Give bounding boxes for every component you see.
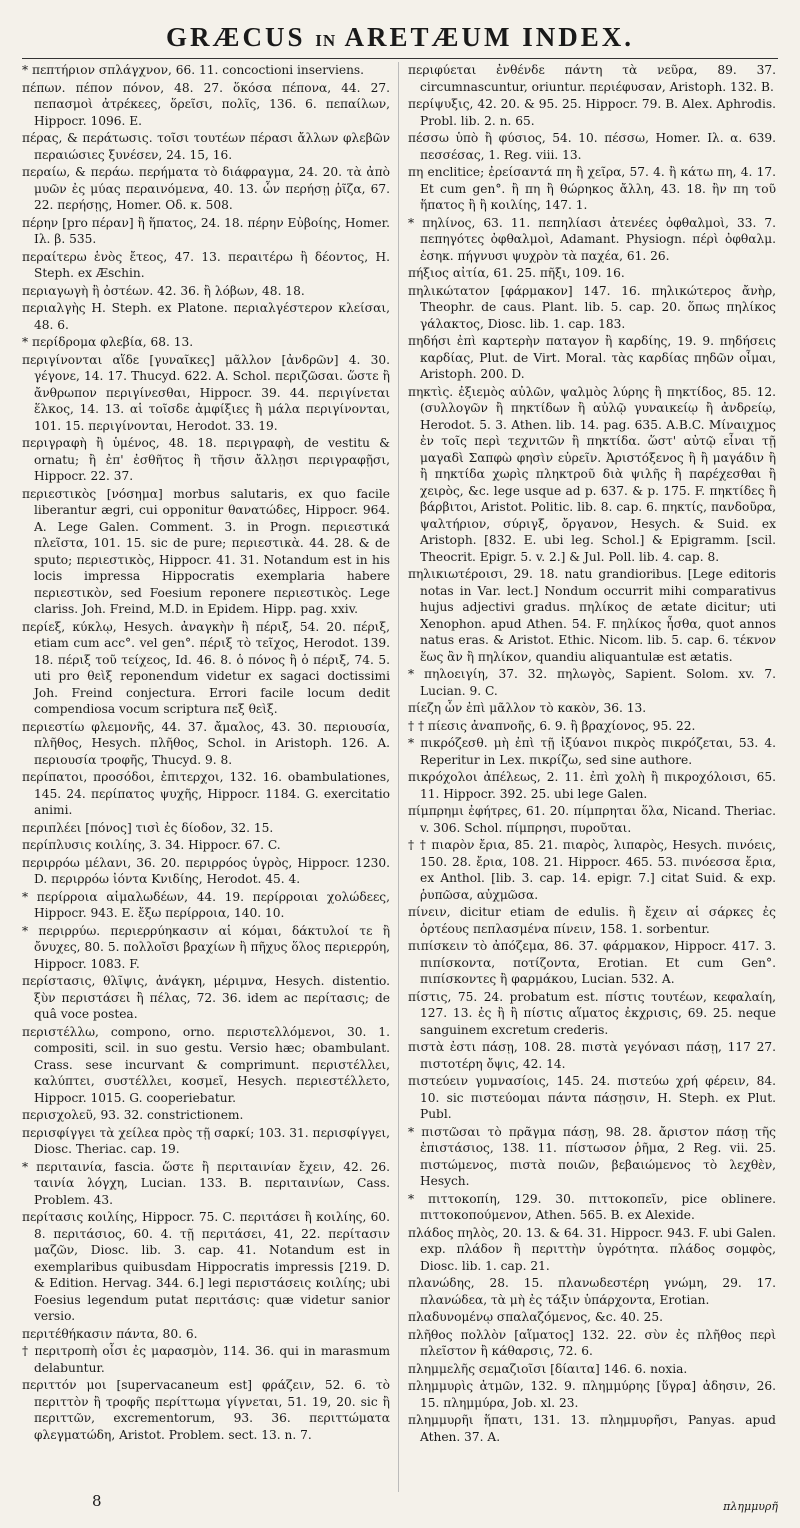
left-column — [22, 62, 390, 1492]
index-entry: πίνειν, dicitur etiam de edulis. ἢ ἔχειν αἱ σάρκες ἐς ὀρτέους πεπλασμένα πίνειν, 158. 1. sorbentur. — [408, 905, 776, 936]
title-word-4: INDEX. — [522, 22, 634, 52]
index-entry: περισφίγγει τὰ χείλεα πρὸς τῇ σαρκί; 103. 31. περισφίγγει, Diosc. Theriac. cap. 19. — [22, 1125, 390, 1156]
index-entry: * πηλοειγίη, 37. 32. πηλωγὸς, Sapient. Solom. xv. 7. Lucian. 9. C. — [408, 666, 776, 699]
index-entry: πιστὰ ἐστι πάσῃ, 108. 28. πιστὰ γεγόνασι πάσῃ, 117 27. πιστοτέρη ὄψις, 42. 14. — [408, 1040, 776, 1071]
index-entry: * περίρροια αἱμαλωδέων, 44. 19. περίρροιαι χολώδεες, Hippocr. 943. E. ἔξω περίρροια, 140. 10. — [22, 889, 390, 922]
index-entry: πιπίσκειν τὸ ἀπόζεμα, 86. 37. φάρμακον, Hippocr. 417. 3. πιπίσκοντα, ποτίζοντα, Erotian. Et cum Gen°. πιπίσκοντες ἢ φαρμάκου, Lucian. 532. A. — [408, 939, 776, 986]
index-entry: περιεστικὸς [νόσημα] morbus salutaris, ex quo facile liberantur ægri, cui opponitur θανατώδες, Hippocr. 964. A. Lege Galen. Comment. 3. in Progn. περιεστικά πλεῖστα, 101. 15. sic de pure; περιεστικὰ. 44. 28. & de sputo; περιεστικὸς, Hippocr. 41. 31. Notandum est in his locis impressa Hippocratis exemplaria habere περιεστικὸν, sed Foesium reponere περιεστικὸς. Lege clariss. Joh. Freind, M.D. in Epidem. Hipp. pag. xxiv. — [22, 486, 390, 616]
index-entry: πηλικιωτέροισι, 29. 18. natu grandioribus. [Lege editoris notas in Var. lect.] Nondum occurrit mihi comparativus hujus adjectivi gradus. πηλίκος de ætate dicitur; uti Xenophon. apud Athen. 54. F. πηλίκος ἦσθα, quot annos natus eras. & Aristot. Ethic. Nicom. lib. 5. cap. 6. τέκνον ἕως ἂν ἢ πηλίκον, quandiu aliquantulæ est ætatis. — [408, 567, 776, 664]
title-word-1: GRÆCUS — [166, 22, 306, 52]
index-entry: πίεζη ὦν ἐπὶ μᾶλλον τὸ κακὸν, 36. 13. — [408, 701, 647, 715]
index-entry: περαίτερω ἑνὸς ἔτεος, 47. 13. περαιτέρω ἢ δέοντος, H. Steph. ex Æschin. — [22, 249, 390, 280]
index-entry: * πικρόζεσθ. μὴ ἐπὶ τῇ ἰξύανοι πικρὸς πικρόζεται, 53. 4. Reperitur in Lex. πικρίζω, sed sine authore. — [408, 735, 776, 768]
index-entry: πλημμυρὶς ἀτμῶν, 132. 9. πλημμύρης [ὕγρα] ἀδησιν, 26. 15. πλημμύρα, Job. xl. 23. — [408, 1379, 776, 1410]
index-entry: πέρας, & περάτωσις. τοῖσι τουτέων πέρασι ἄλλων φλεβῶν περαιώσιες ξυνέσεν, 24. 15, 16. — [22, 131, 390, 162]
index-entry: * πηλίνος, 63. 11. πεπηλίασι ἀτενέες ὀφθαλμοὶ, 33. 7. πεπηγότες ὀφθαλμοὶ, Adamant. Physiogn. πέρὶ ὀφθαλμ. ἐσηκ. πήγνυσι ψυχρὸν τὰ παχέα, 61. 26. — [408, 215, 776, 265]
title-word-2: IN — [315, 31, 337, 50]
index-entry: περιφύεται ἐνθένδε πάντη τὰ νεῦρα, 89. 37. circumnascuntur, oriuntur. περιέφυσαν, Aristoph. 132. B. — [408, 63, 776, 94]
index-entry: † περιτροπὴ οἶσι ἐς μαρασμὸν, 114. 36. qui in marasmum delabuntur. — [22, 1343, 390, 1376]
index-entry: πηκτὶς. ἐξιεμὸς αὐλῶν, ψαλμὸς λύρης ἢ πηκτίδος, 85. 12. (συλλογῶν ἢ πηκτίδων ἢ αὐλῷ γυναικείῳ ἢ ἀνδρείῳ, Herodot. 5. 3. Athen. lib. 14. pag. 635. A.B.C. Μίναιχμος ἐν τοῖς περὶ τεχνιτῶν ἢ πηκτίδα. ὥστ' αὐτῷ εἶναι τῇ μαγαδὶ Σαπφὼ φησὶν εὑρεῖν. Ἀριστόξενος ἢ ἢ μαγάδιν ἢ ἢ πηκτίδα χωρὶς πληκτροῦ διὰ ψιλῆς ἢ παρέχεσθαι ἢ χειρὸς, &c. lege usque ad p. 637. & p. 175. F. πηκτίδες ἢ βάρβιτοι, Aristot. Politic. lib. 8. cap. 6. πηκτίς, πανδοῦρα, ψαλτήριον, σύριγξ, ὄργανον, Hesych. & Suid. ex Aristoph. [832. E. ubi leg. Schol.] & Epigramm. [scil. Theocrit. Epigr. 5. v. 2.] & Jul. Poll. lib. 4. cap. 8. — [408, 384, 776, 564]
index-entry: * περιρρύω. περιερρύηκασιν αἱ κόμαι, δάκτυλοί τε ἢ ὄνυχες, 80. 5. πολλοῖσι βραχίων ἢ πῆχυς ὅλος περιερρύη, Hippocr. 1083. F. — [22, 923, 390, 973]
index-entry: * πεπτήριον σπλάγχνον, 66. 11. concoctioni inserviens. — [22, 62, 390, 79]
index-entry: πη enclitice; ἐρείσαντά πη ἢ χεῖρα, 57. 4. ἢ κάτω πη, 4. 17. Et cum gen°. ἢ πη ἢ θώρηκος ἄλλη, 43. 18. ἢν πη τοῦ ἥπατος ἢ ἢ κοιλίης, 147. 1. — [408, 165, 776, 212]
index-entry: περιγίνονται αἵδε [γυναῖκες] μᾶλλον [ἀνδρῶν] 4. 30. γέγονε, 14. 17. Thucyd. 622. A. Schol. περιζῶσαι. ὥστε ἢ ἄνθρωπον περιγίνεσθαι, Hippocr. 39. 44. περιγίνεται ἕλκος, 14. 13. αἱ τοῖσδε ἀμφίξιες ἢ μάλα περιγίνονται, 101. 15. περιγίνονται, Herodot. 33. 19. — [22, 352, 390, 433]
index-entry: πλανώδης, 28. 15. πλανωδεστέρη γνώμη, 29. 17. πλανώδεα, τὰ μὴ ἐς τάξιν ὑπάρχοντα, Erotian. — [408, 1276, 776, 1307]
index-entry: περιτέθήκασιν πάντα, 80. 6. — [22, 1326, 198, 1341]
index-entry: περιαγωγὴ ἢ ὀστέων. 42. 36. ἢ λόβων, 48. 18. — [22, 283, 305, 298]
column-divider — [398, 62, 399, 1492]
index-entry: πέρην [pro πέραν] ἢ ἥπατος, 24. 18. πέρην Εὐβοίης, Homer. Ιλ. β. 535. — [22, 215, 390, 246]
page-title — [0, 22, 800, 53]
index-entry: περίψυξις, 42. 20. & 95. 25. Hippocr. 79. B. Alex. Aphrodis. Probl. lib. 2. n. 65. — [408, 97, 776, 128]
index-entry: πλημμυρῆι ἥπατι, 131. 13. πλημμυρῆσι, Panyas. apud Athen. 37. A. — [408, 1413, 776, 1444]
index-entry: πηλικώτατον [φάρμακον] 147. 16. πηλικώτερος ἄνὴρ, Theophr. de caus. Plant. lib. 5. cap. 20. ὅπως πηλίκος γάλακτος, Diosc. lib. 1. cap. 183. — [408, 283, 776, 331]
title-rule — [22, 58, 778, 59]
index-entry: περίτασις κοιλίης, Hippocr. 75. C. περιτάσει ἢ κοιλίης, 60. 8. περιτάσιος, 60. 4. τῇ περιτάσει, 41, 22. περίτασιν μαζῶν, Diosc. lib. 3. cap. 41. Notandum est in exemplaribus quibusdam Hippocratis impressis [219. D. & Edition. Hervag. 344. 6.] legi περιστάσεις κοιλίης; ubi Foesius legendum putat περιτάσις: quæ videtur sanior versio. — [22, 1210, 390, 1323]
index-entry: περιεστίω φλεμονῆς, 44. 37. ἄμαλος, 43. 30. περιουσία, πλῆθος, Hesych. πλῆθος, Schol. in Aristoph. 126. A. περιουσία τροφῆς, Thucyd. 9. 8. — [22, 719, 390, 767]
index-entry: † † πιαρὸν ἔρια, 85. 21. πιαρὸς, λιπαρὸς, Hesych. πινόεις, 150. 28. ἔρια, 108. 21. Hippocr. 465. 53. πινόεσσα ἔρια, ex Anthol. [lib. 3. cap. 14. epigr. 7.] citat Suid. & exp. ῥυπῶσα, αὐχμῶσα. — [408, 837, 776, 903]
index-entry: πλῆθος πολλὸν [αἵματος] 132. 22. σὺν ἐς πλῆθος περὶ πλεῖστον ἢ κάθαρσις, 72. 6. — [408, 1327, 776, 1358]
index-entry: πλαδυνομένῳ σπαλαζόμενος, &c. 40. 25. — [408, 1310, 663, 1324]
index-entry: † † πίεσις ἀναπνοῆς, 6. 9. ἢ βραχίονος, 95. 22. — [408, 718, 776, 735]
catchword: πλημμυρῆ — [723, 1500, 778, 1513]
index-entry: περιπλέει [πόνος] τισὶ ἐς δίοδον, 32. 15. — [22, 820, 274, 835]
index-entry: περιγραφὴ ἢ ὑμένος, 48. 18. περιγραφὴ, de vestitu & ornatu; ἢ ἐπ' ἐσθῆτος ἢ τῆσιν ἄλλῃσι περιγραφῇσι, Hippocr. 22. 37. — [22, 436, 390, 483]
index-entry: περίπατοι, προσόδοι, ἐπιτερχοι, 132. 16. obambulationes, 145. 24. περίπατος ψυχῆς, Hippocr. 1184. G. exercitatio animi. — [22, 770, 390, 817]
index-entry: περιρρόω μέλανι, 36. 20. περιρρόος ὑγρὸς, Hippocr. 1230. D. περιρρόω ἰόντα Κνιδίης, Herodot. 45. 4. — [22, 855, 390, 886]
index-entry: περίστασις, θλῖψις, ἀνάγκη, μέριμνα, Hesych. distentio. ξὺν περιστάσει ἢ πέλας, 72. 36. idem ac περίτασις; de quâ voce postea. — [22, 974, 390, 1021]
index-entry: * περιταινία, fascia. ὥστε ἢ περιταινίαν ἔχειν, 42. 26. ταινία λόγχη, Lucian. 133. B. περιταινίων, Cass. Problem. 43. — [22, 1159, 390, 1209]
index-entry: πίμπρημι ἐφήτρες, 61. 20. πίμπρηται ὅλα, Nicand. Theriac. v. 306. Schol. πίμπρησι, πυροῦται. — [408, 804, 776, 835]
title-word-3: ARETÆUM — [344, 22, 513, 52]
index-entry: περιττόν μοι [supervacaneum est] φράζειν, 52. 6. τὸ περιττὸν ἢ τροφῆς περίττωμα γίγνεται, 51. 19, 20. sic ἢ περιττῶν, excrementorum, 93. 36. περιττώματα φλεγματώδη, Aristot. Problem. sect. 13. n. 7. — [22, 1378, 390, 1442]
right-column — [408, 62, 776, 1492]
index-entry: πίστις, 75. 24. probatum est. πίστις τουτέων, κεφαλαίη, 127. 13. ἐς ἢ ἢ πίστις αἵματος ἐκχρισις, 69. 25. neque sanguinem excretum crederis. — [408, 989, 776, 1037]
index-entry: πλάδος πηλὸς, 20. 13. & 64. 31. Hippocr. 943. F. ubi Galen. exp. πλάδον ἢ περιττὴν ὑγρότητα. πλάδος σομφὸς, Diosc. lib. 1. cap. 21. — [408, 1225, 776, 1273]
index-entry: πήξιος αἰτία, 61. 25. πῆξι, 109. 16. — [408, 266, 625, 280]
index-entry: περίεξ, κύκλῳ, Hesych. ἀναγκὴν ἢ πέριξ, 54. 20. πέριξ, etiam cum acc°. vel gen°. πέριξ τὸ τεῖχος, Herodot. 139. 18. πέριξ τοῦ τείχεος, Id. 46. 8. ὁ πόνος ἢ ὁ πέριξ, 74. 5. uti pro θεὶξ reponendum videtur ex sagaci doctissimi Joh. Freind conjectura. Errori facile locum dedit compendiosa vocum scriptura πεξ θεὶξ. — [22, 619, 390, 716]
index-entry: πιστεύειν γυμνασίοις, 145. 24. πιστεύω χρή φέρειν, 84. 10. sic πιστεύομαι πάντα πάσῃσιν, H. Steph. ex Plut. Publ. — [408, 1074, 776, 1121]
index-entry: * περίδρομα φλεβία, 68. 13. — [22, 334, 390, 351]
index-entry: πηδήσι ἐπὶ καρτερὴν παταγον ἢ καρδίης, 19. 9. πηδήσεις καρδίας, Plut. de Virt. Moral. τὰς καρδίας πηδῶν οἶμαι, Aristoph. 200. D. — [408, 334, 776, 381]
index-entry: πέσσω ὑπὸ ἢ φύσιος, 54. 10. πέσσω, Homer. Ιλ. α. 639. πεσσέσας, 1. Reg. viii. 13. — [408, 131, 776, 162]
index-entry: περισχολεῦ, 93. 32. constrictionem. — [22, 1108, 244, 1122]
index-entry: περαίω, & περάω. περήματα τὸ διάφραγμα, 24. 20. τὰ ἀπὸ μυῶν ἐς μύας περαινόμενα, 40. 13. ὧν περήσῃ ῥῖζα, 67. 22. περήσῃς, Homer. Οδ. κ. 508. — [22, 165, 390, 212]
index-entry: πικρόχολοι ἀπέλεως, 2. 11. ἐπὶ χολὴ ἢ πικροχόλοισι, 65. 11. Hippocr. 392. 25. ubi lege Galen. — [408, 770, 776, 801]
index-entry: * πιστῶσαι τὸ πρᾶγμα πάσῃ, 98. 28. ἄριστον πάσῃ τῆς ἐπιστάσιος, 138. 11. πίστωσον ῥῆμα, 2 Reg. vii. 25. πιστώμενος, πιστὰ ποιῶν, βεβαιώμενος τὸ λεχθὲν, Hesych. — [408, 1124, 776, 1190]
index-entry: * πιττοκοπίη, 129. 30. πιττοκοπεῖν, pice oblinere. πιττοκοπούμενον, Athen. 565. B. ex Alexide. — [408, 1191, 776, 1224]
index-entry: περιαλγὴς H. Steph. ex Platone. περιαλγέστερον κλείσαι, 48. 6. — [22, 301, 390, 332]
index-entry: περιστέλλω, compono, orno. περιστελλόμενοι, 30. 1. compositi, scil. in suo gestu. Versio hæc; obambulant. Crass. sese incurvant & comprimunt. περιστέλλει, καλύπτει, συστέλλει, κοσμεῖ, Hesych. περιεστέλλετο, Hippocr. 1015. G. cooperiebatur. — [22, 1024, 390, 1105]
index-entry: πλημμελῆς σεμαζιοῖσι [δίαιτα] 146. 6. noxia. — [408, 1361, 688, 1376]
index-entry: περίπλυσις κοιλίης, 3. 34. Hippocr. 67. C. — [22, 838, 281, 852]
index-entry: πέπων. πέπον πόνον, 48. 27. ὅκόσα πέπονα, 44. 27. πεπασμοὶ ἀτρέκεες, ὅρεῖσι, πολῖς, 136. 6. πεπαίλων, Hippocr. 1096. E. — [22, 80, 390, 128]
page-number: 8 — [92, 1492, 102, 1510]
